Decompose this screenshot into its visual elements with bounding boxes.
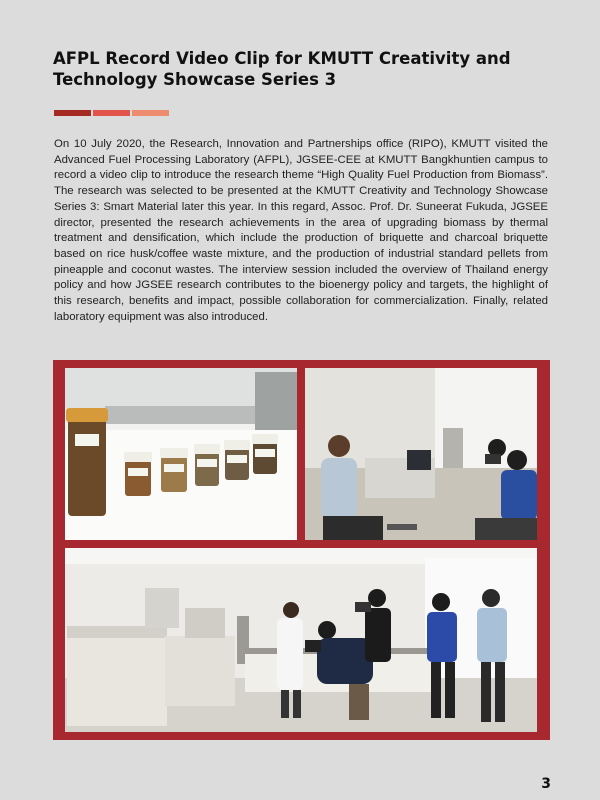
article-body: On 10 July 2020, the Research, Innovation and Partnerships office (RIPO), KMUTT visited the Advanced Fuel Processing Laboratory (AFPL), JGSEE-CEE at KMUTT Bangkhuntien campus to record a video clip to introduce the research theme “High Quality Fuel Production from Biomass”. The research was selected to be presented at the KMUTT Creativity and Technology Showcase Series 3: Smart Material later this year. In this regard, Assoc. Prof. Dr. Suneerat Fukuda, JGSEE director, presented the research achievements in the area of upgrading biomass by thermal treatment and densification, which include the production of briquette and charcoal briquette based on rice husk/coffee waste mixture, and the production of industrial standard pellets from pineapple and coconut wastes. The interview session included the overview of Thailand energy policy and how JGSEE research contributes to the bioenergy policy and targets, the highlight of this research, benefits and impact, possible collaboration for commercialization. Finally, related laboratory equipment was also introduced.: [54, 138, 548, 323]
accent-bar-light: [132, 110, 169, 116]
accent-bar-dark: [54, 110, 91, 116]
sample-jars-photo: [65, 368, 297, 540]
accent-bar-mid: [93, 110, 130, 116]
lab-equipment-photo: [65, 548, 537, 732]
photo-collage: [53, 360, 550, 740]
interview-photo: [305, 368, 537, 540]
page-number: 3: [541, 776, 551, 792]
article-title: AFPL Record Video Clip for KMUTT Creativity and Technology Showcase Series 3: [53, 49, 511, 89]
